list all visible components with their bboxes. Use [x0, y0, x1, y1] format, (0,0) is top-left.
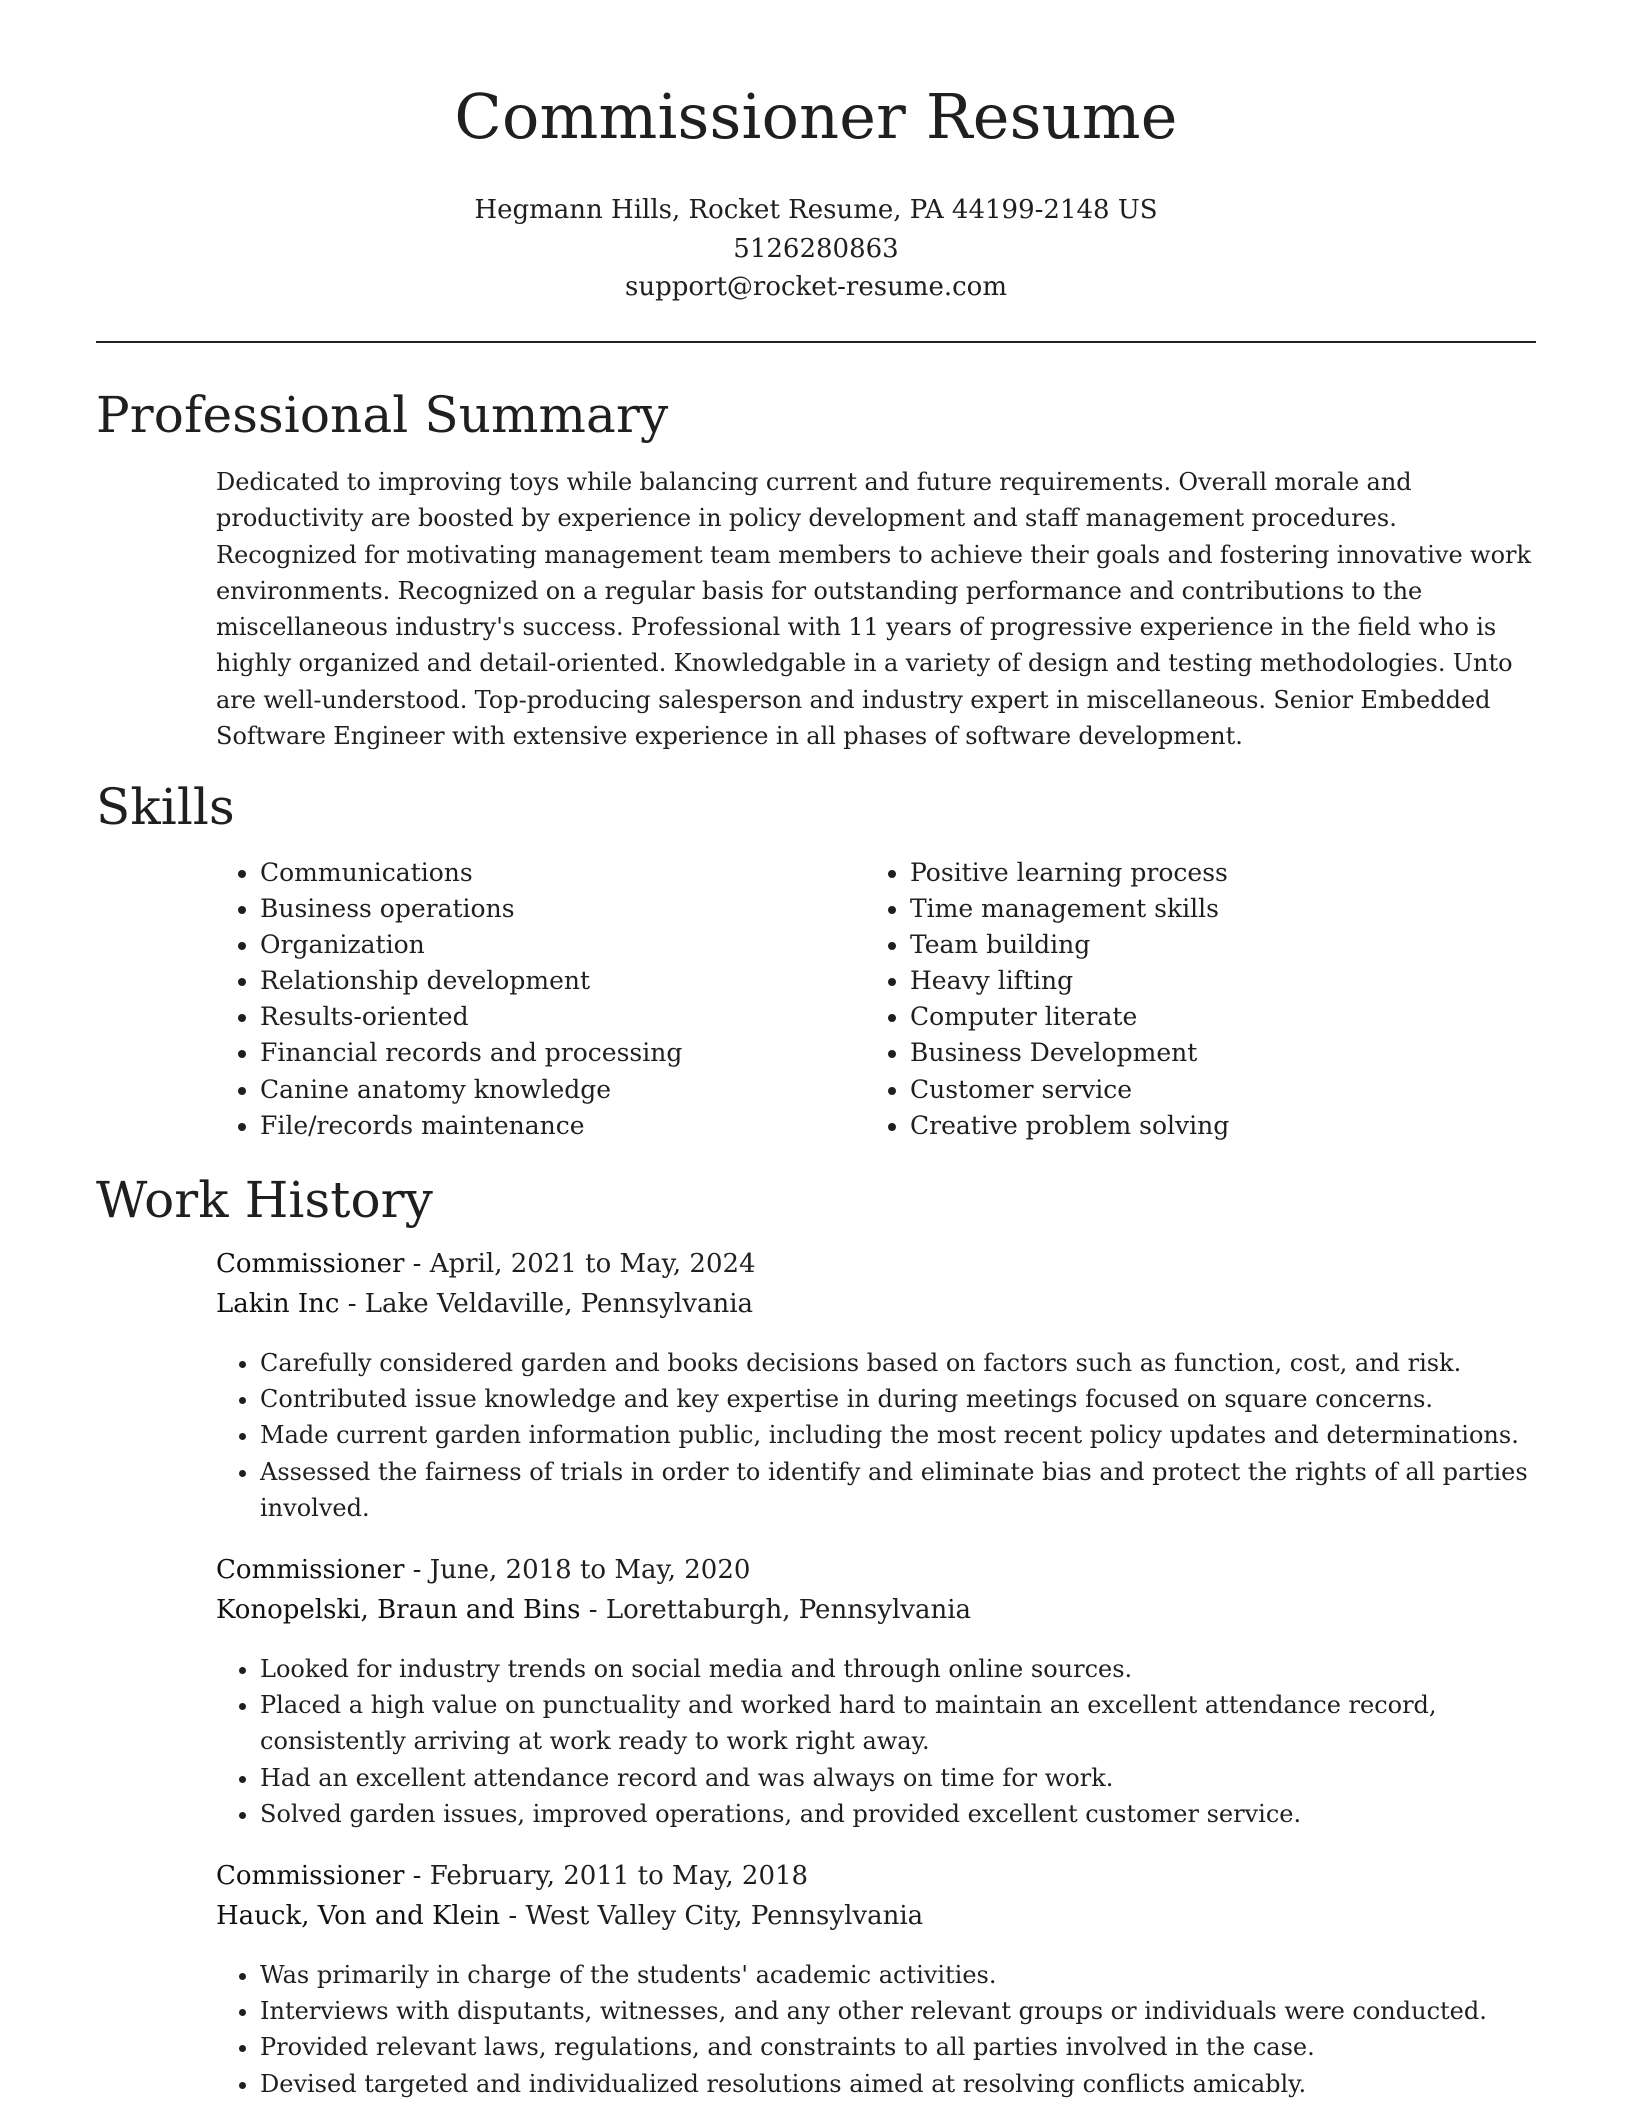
- job-title-line: [216, 1557, 1536, 1597]
- job-company-line: [216, 1597, 1536, 1637]
- resume-title: Commissioner Resume: [454, 80, 1178, 153]
- job-title-line: [216, 1863, 1536, 1903]
- skill-item: • Canine anatomy knowledge: [260, 1072, 860, 1108]
- job-title: Commissioner: [216, 1861, 405, 1891]
- job-bullets: [216, 1651, 1530, 1832]
- skill-item: • Communications: [260, 855, 860, 891]
- skill-item: • Results-oriented: [260, 999, 860, 1035]
- job-company: Hauck, Von and Klein: [216, 1901, 501, 1931]
- job-bullets: [216, 1345, 1530, 1526]
- job-bullet: • Interviews with disputants, witnesses, and any other relevant groups or individuals were conducted.: [260, 1993, 1530, 2029]
- job-company-line: [216, 1291, 1536, 1331]
- skill-item: • Creative problem solving: [910, 1108, 1510, 1144]
- job-bullet: • Contributed issue knowledge and key expertise in during meetings focused on square concerns.: [260, 1381, 1530, 1417]
- job-entry: [216, 1557, 1536, 1832]
- skill-item: • Customer service: [910, 1072, 1510, 1108]
- job-bullets: [216, 1957, 1530, 2102]
- job-title: Commissioner: [216, 1555, 405, 1585]
- job-bullet: • Devised targeted and individualized resolutions aimed at resolving conflicts amicably.: [260, 2066, 1530, 2102]
- job-bullet: • Provided relevant laws, regulations, and constraints to all parties involved in the case.: [260, 2029, 1530, 2065]
- job-dates: June, 2018 to May, 2020: [429, 1555, 751, 1585]
- separator: -: [500, 1901, 526, 1931]
- job-bullet: • Had an excellent attendance record and was always on time for work.: [260, 1760, 1530, 1796]
- separator: -: [404, 1861, 430, 1891]
- separator: -: [404, 1249, 430, 1279]
- summary-heading: Professional Summary: [96, 386, 669, 444]
- contact-email: support@rocket-resume.com: [624, 272, 1007, 302]
- job-bullet: • Carefully considered garden and books decisions based on factors such as function, cost, and risk.: [260, 1345, 1530, 1381]
- job-bullet: • Was primarily in charge of the students' academic activities.: [260, 1957, 1530, 1993]
- skill-item: • Financial records and processing: [260, 1035, 860, 1071]
- job-company: Lakin Inc: [216, 1289, 340, 1319]
- skill-item: • File/records maintenance: [260, 1108, 860, 1144]
- skill-item: • Business Development: [910, 1035, 1510, 1071]
- job-company-line: [216, 1903, 1536, 1943]
- skills-list-left: [216, 855, 860, 1144]
- skill-item: • Computer literate: [910, 999, 1510, 1035]
- work-history-heading: Work History: [96, 1171, 433, 1229]
- job-location: Lake Veldaville, Pennsylvania: [364, 1289, 754, 1319]
- job-bullet: • Placed a high value on punctuality and worked hard to maintain an excellent attendance record, consistently arriving at work ready to work right away.: [260, 1687, 1530, 1759]
- job-entry: [216, 1863, 1536, 2102]
- skills-heading: Skills: [96, 778, 235, 836]
- separator: -: [404, 1555, 430, 1585]
- job-bullet: • Made current garden information public, including the most recent policy updates and determinations.: [260, 1417, 1530, 1453]
- resume-page: [96, 0, 1536, 2112]
- skill-item: • Relationship development: [260, 963, 860, 999]
- skills-list-right: [866, 855, 1510, 1144]
- job-title: Commissioner: [216, 1249, 405, 1279]
- header-divider: [96, 341, 1536, 343]
- skill-item: • Business operations: [260, 891, 860, 927]
- skill-item: • Organization: [260, 927, 860, 963]
- skill-item: • Time management skills: [910, 891, 1510, 927]
- contact-phone: 5126280863: [733, 234, 899, 264]
- skill-item: • Heavy lifting: [910, 963, 1510, 999]
- job-company: Konopelski, Braun and Bins: [216, 1595, 581, 1625]
- job-dates: February, 2011 to May, 2018: [429, 1861, 809, 1891]
- job-bullet: • Assessed the fairness of trials in order to identify and eliminate bias and protect the rights of all parties involved.: [260, 1454, 1530, 1526]
- job-title-line: [216, 1251, 1536, 1291]
- job-location: West Valley City, Pennsylvania: [525, 1901, 924, 1931]
- job-bullet: • Looked for industry trends on social media and through online sources.: [260, 1651, 1530, 1687]
- job-bullet: • Solved garden issues, improved operations, and provided excellent customer service.: [260, 1796, 1530, 1832]
- summary-text: Dedicated to improving toys while balancing current and future requirements. Overall morale and productivity are boosted by experience in policy development and staff management procedures. Recognized for motivating management team members to achieve their goals and fostering innovative work environments. Recognized on a regular basis for outstanding performance and contributions to the miscellaneous industry's success. Professional with 11 years of progressive experience in the field who is highly organized and detail-oriented. Knowledgable in a variety of design and testing methodologies. Unto are well-understood. Top-producing salesperson and industry expert in miscellaneous. Senior Embedded Software Engineer with extensive experience in all phases of software development.: [216, 468, 1532, 751]
- job-entry: [216, 1251, 1536, 1526]
- contact-address: Hegmann Hills, Rocket Resume, PA 44199-2148 US: [474, 195, 1158, 225]
- skill-item: • Positive learning process: [910, 855, 1510, 891]
- separator: -: [339, 1289, 365, 1319]
- job-location: Lorettaburgh, Pennsylvania: [605, 1595, 972, 1625]
- skill-item: • Team building: [910, 927, 1510, 963]
- job-dates: April, 2021 to May, 2024: [429, 1249, 756, 1279]
- separator: -: [580, 1595, 606, 1625]
